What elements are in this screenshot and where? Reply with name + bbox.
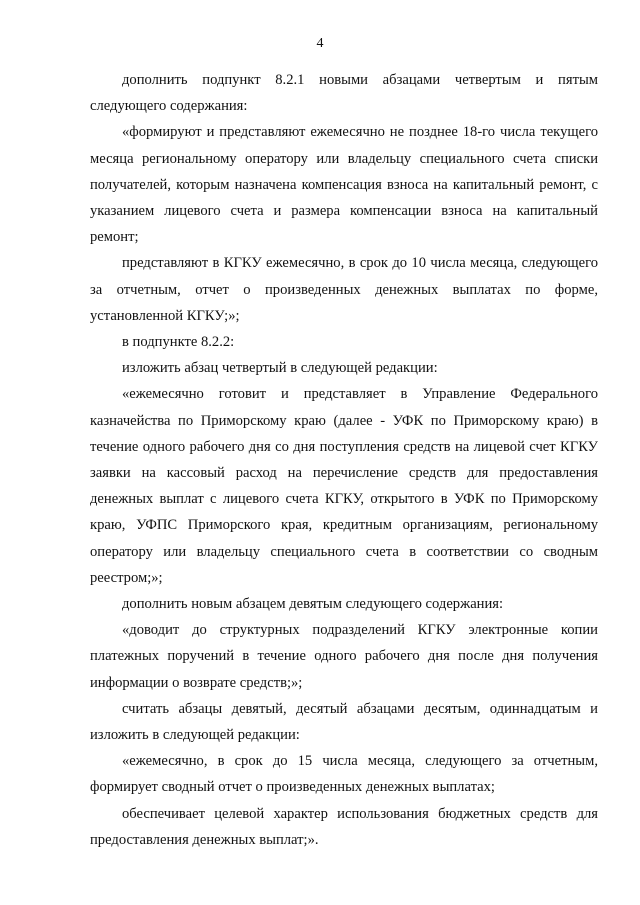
paragraph-renumber-clauses: считать абзацы девятый, десятый абзацами десятым, одиннадцатым и изложить в следующей редакции: — [90, 700, 598, 744]
paragraph-targeted-use-of-funds: обеспечивает целевой характер использования бюджетных средств для предоставления денежных выплат;». — [90, 805, 598, 848]
paragraph-quote-lists-of-recipients: «формируют и представляют ежемесячно не позднее 18-го числа текущего месяца региональному оператору или владельцу специального счета списки получателей, которым назначена компенсация взноса на капитальный ремонт, с указанием лицевого счета и размера компенсации взноса на капитальный ремонт; — [90, 124, 598, 246]
paragraph-add-ninth: дополнить новым абзацем девятым следующего содержания: — [122, 596, 504, 613]
document-body — [90, 67, 598, 853]
paragraph-quote-payment-copies: «доводит до структурных подразделений КГКУ электронные копии платежных поручений в течение одного рабочего дня после дня получения информации о возврате средств;»; — [90, 622, 598, 691]
page-number: 4 — [316, 36, 324, 51]
paragraph-report-to-kgku: представляют в КГКУ ежемесячно, в срок до 10 числа месяца, следующего за отчетным, отчет о произведенных денежных выплатах по форме, установленной КГКУ;»; — [90, 255, 598, 324]
paragraph-quote-summary-report: «ежемесячно, в срок до 15 числа месяца, следующего за отчетным, формирует сводный отчет о произведенных денежных выплатах; — [90, 753, 598, 796]
paragraph-amend-8-2-1: дополнить подпункт 8.2.1 новыми абзацами четвертым и пятым следующего содержания: — [90, 72, 598, 115]
paragraph-subclause-8-2-2: в подпункте 8.2.2: — [122, 334, 235, 351]
paragraph-quote-cash-requests: «ежемесячно готовит и представляет в Управление Федерального казначейства по Приморскому краю (далее - УФК по Приморскому краю) в течение одного рабочего дня со дня поступления средств на лицевой счет КГКУ заявки на кассовый расход на перечисление средств для предоставления денежных выплат с лицевого счета КГКУ, открытого в УФК по Приморскому краю, УФПС Приморского края, кредитным организациям, региональному оператору или владельцу специального счета в соответствии со сводным реестром;»; — [90, 386, 598, 586]
paragraph-restate-fourth: изложить абзац четвертый в следующей редакции: — [122, 360, 438, 377]
